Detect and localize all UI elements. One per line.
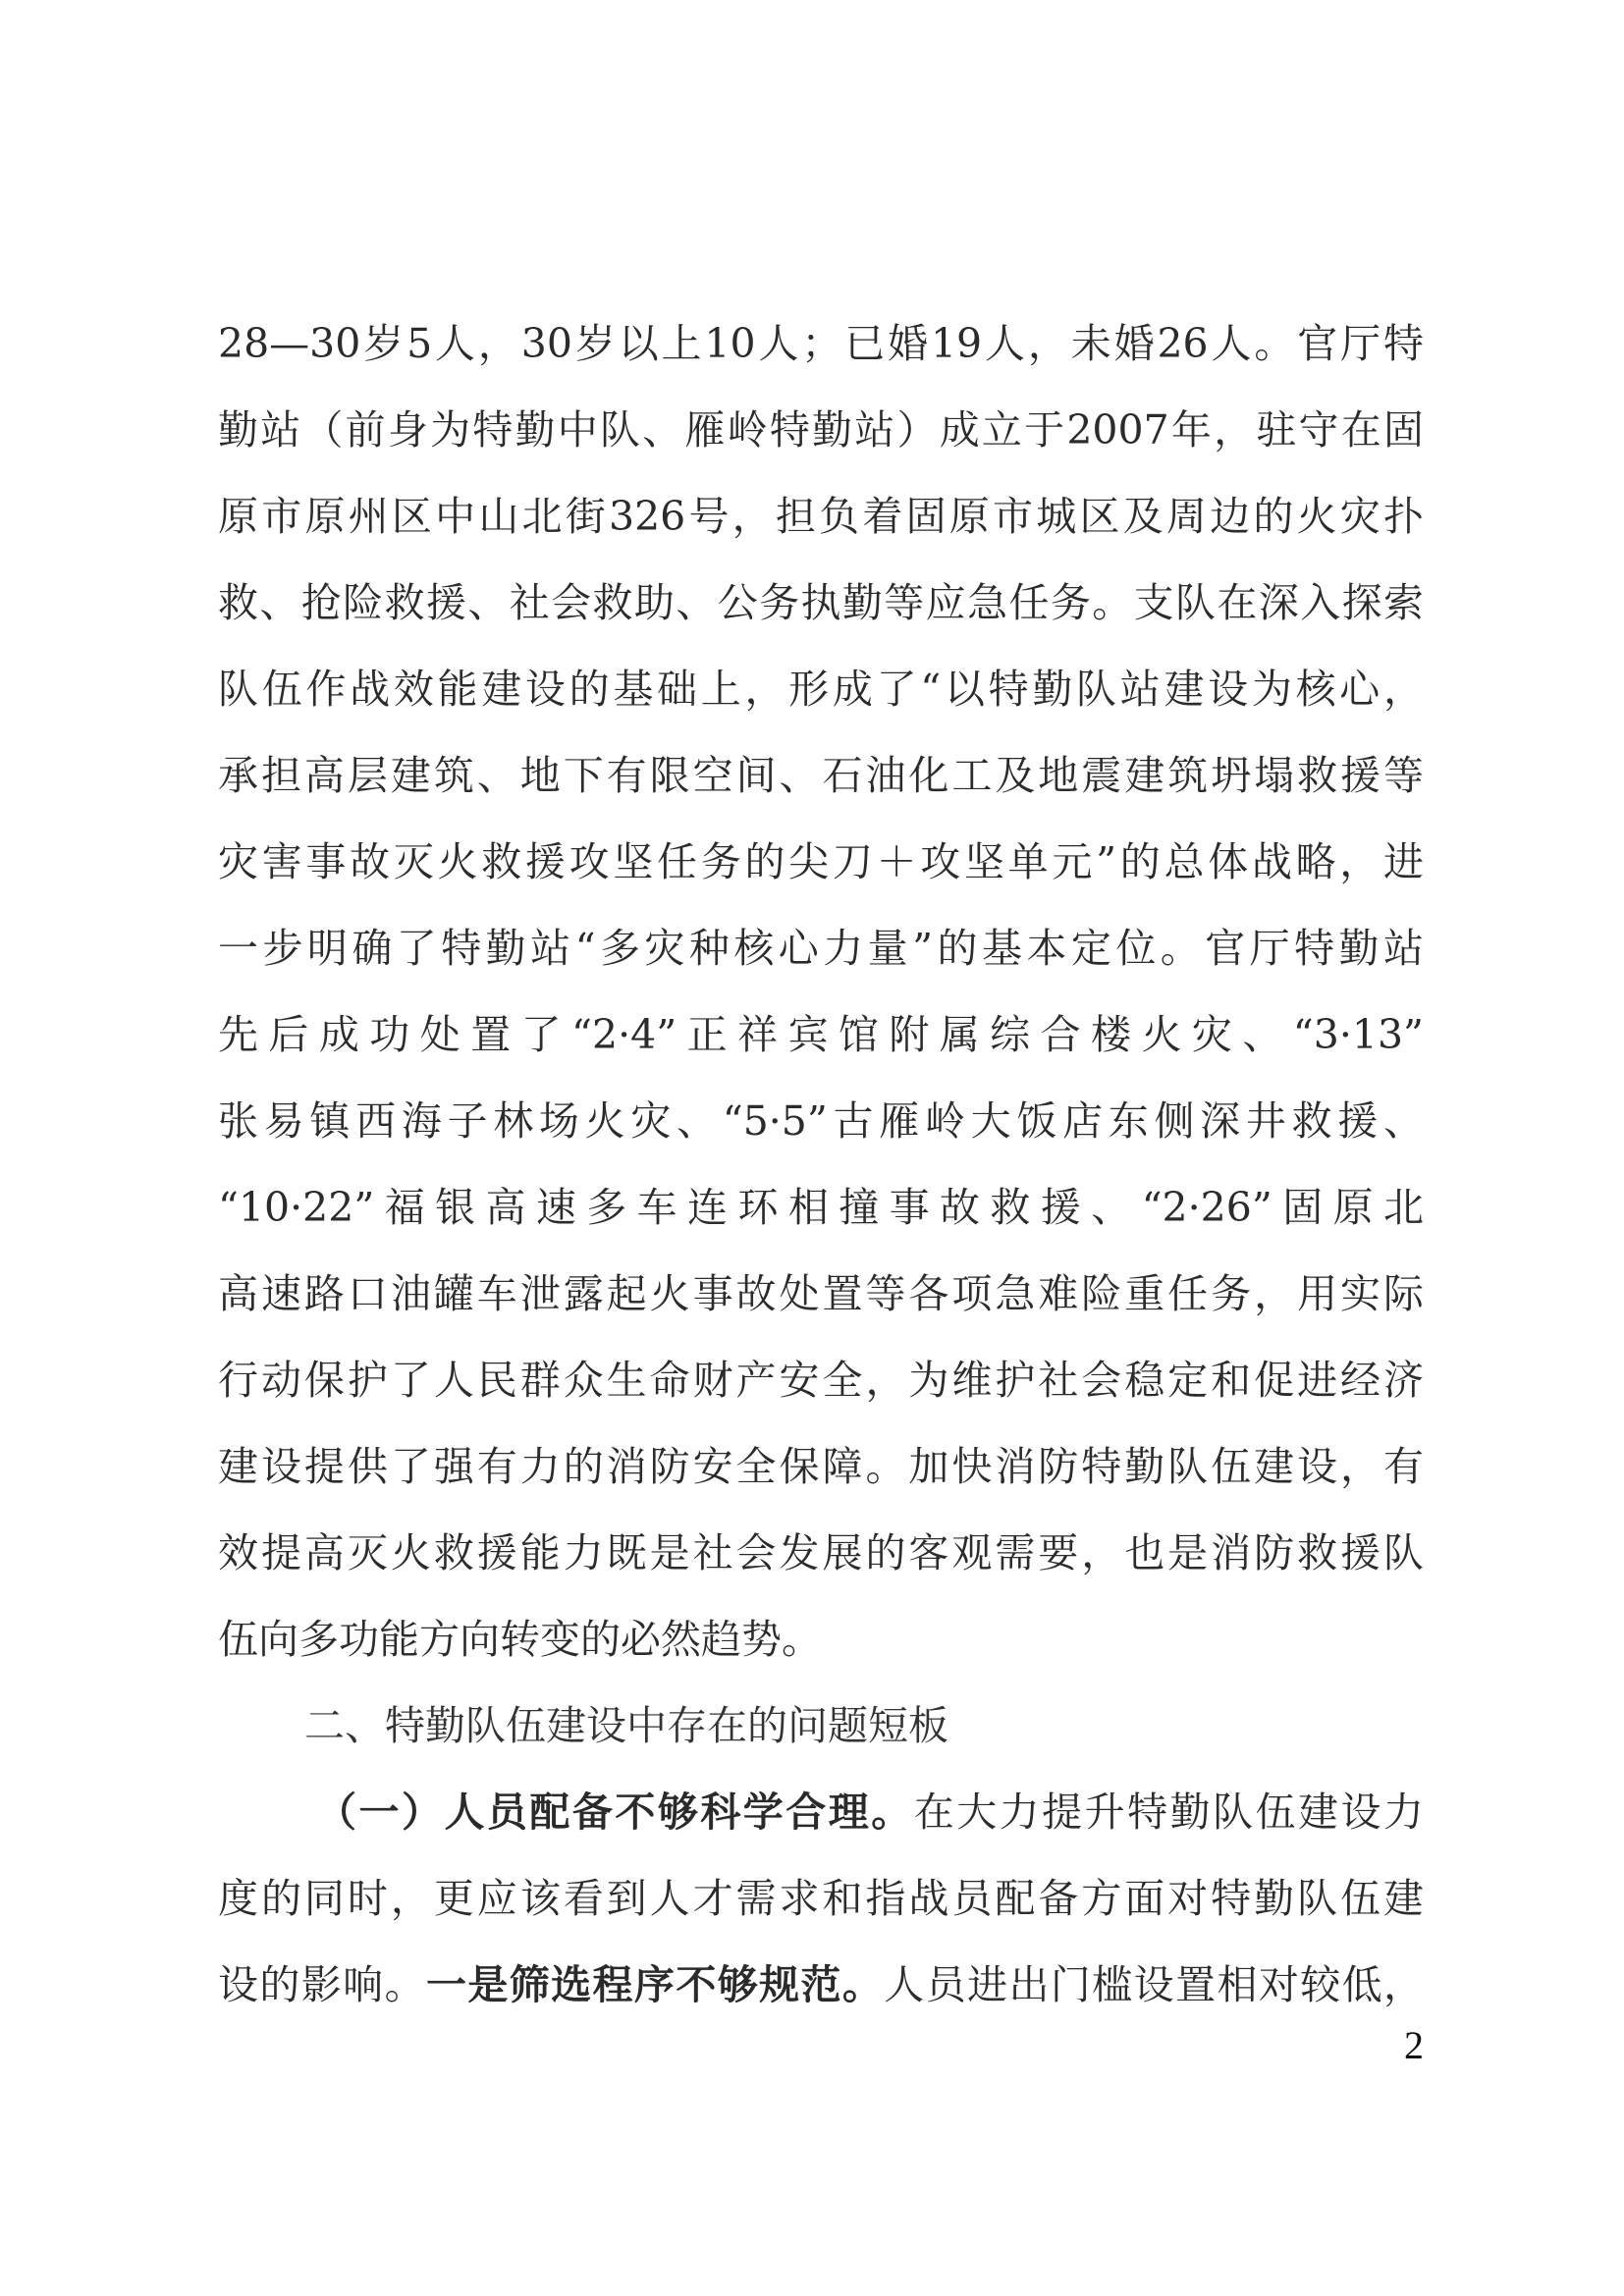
body-text: 设的影响。	[218, 1961, 426, 2008]
body-line: 先后成功处置了“2·4”正祥宾馆附属综合楼火灾、“3·13”	[218, 1011, 1424, 1058]
body-line: 行动保护了人民群众生命财产安全，为维护社会稳定和促进经济	[218, 1357, 1424, 1404]
body-line: 度的同时，更应该看到人才需求和指战员配备方面对特勤队伍建	[218, 1875, 1424, 1922]
body-line-mixed	[218, 1942, 1424, 2028]
body-line: 原市原州区中山北街326号，担负着固原市城区及周边的火灾扑	[218, 493, 1424, 540]
document-page	[218, 300, 1424, 2028]
body-line: 勤站（前身为特勤中队、雁岭特勤站）成立于2007年，驻守在固	[218, 406, 1424, 454]
body-line: 队伍作战效能建设的基础上，形成了“以特勤队站建设为核心，	[218, 666, 1424, 713]
point-heading: 一是筛选程序不够规范。	[425, 1961, 885, 2008]
body-line: “10·22”福银高速多车连环相撞事故救援、“2·26”固原北	[218, 1184, 1424, 1231]
subsection-first-line	[218, 1769, 1424, 1855]
subsection-text: 在大力提升特勤队伍建设力	[913, 1789, 1424, 1836]
section-heading: 二、特勤队伍建设中存在的问题短板	[304, 1702, 948, 1749]
body-line: 高速路口油罐车泄露起火事故处置等各项急难险重任务，用实际	[218, 1270, 1424, 1317]
body-line: 28—30岁5人，30岁以上10人；已婚19人，未婚26人。官厅特	[218, 320, 1424, 367]
body-line: 承担高层建筑、地下有限空间、石油化工及地震建筑坍塌救援等	[218, 752, 1424, 799]
body-line-last: 伍向多功能方向转变的必然趋势。	[218, 1616, 822, 1663]
body-line: 救、抢险救援、社会救助、公务执勤等应急任务。支队在深入探索	[218, 579, 1424, 626]
subsection-title: （一）人员配备不够科学合理。	[316, 1789, 914, 1836]
body-text: 人员进出门槛设置相对较低，	[884, 1961, 1425, 2008]
page-number: 2	[1404, 2023, 1424, 2067]
body-line: 灾害事故灭火救援攻坚任务的尖刀＋攻坚单元”的总体战略，进	[218, 838, 1424, 885]
body-line: 张易镇西海子林场火灾、“5·5”古雁岭大饭店东侧深井救援、	[218, 1097, 1424, 1145]
body-line: 效提高灭火救援能力既是社会发展的客观需要，也是消防救援队	[218, 1529, 1424, 1576]
body-line: 一步明确了特勤站“多灾种核心力量”的基本定位。官厅特勤站	[218, 925, 1424, 972]
body-line: 建设提供了强有力的消防安全保障。加快消防特勤队伍建设，有	[218, 1443, 1424, 1490]
